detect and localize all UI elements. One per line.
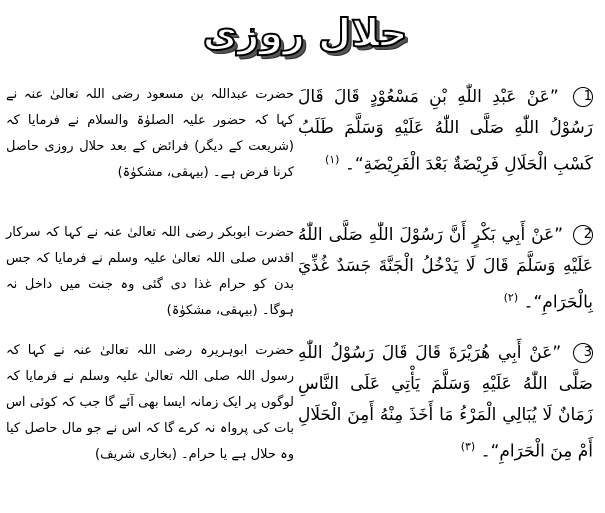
hadith-1-arabic	[298, 82, 593, 181]
hadith-3-urdu	[6, 338, 294, 468]
hadith-3-arabic-text: ”عَنْ أَبِي هُرَيْرَةَ قَالَ قَالَ رَسُوْلُ اللّٰهِ صَلَّى اللّٰهُ عَلَيْهِ وَسَلَّمَ يَأْتِي عَلَى النَّاسِ زَمَانٌ لَا يُبَالِي الْمَرْءُ مَا أَخَذَ مِنْهُ أَمِنَ الْحَلَالِ أَمْ مِنَ الْحَرَامِ“۔	[298, 343, 593, 462]
hadith-3-source: (بخاری شریف)	[95, 447, 177, 462]
hadith-1	[0, 82, 605, 202]
hadith-2-number: 2	[573, 225, 593, 245]
hadith-3-number: 3	[573, 343, 593, 363]
hadith-3-ref: (۳)	[460, 440, 476, 453]
hadith-1-arabic-text: ”عَنْ عَبْدِ اللّٰهِ بْنِ مَسْعُوْدٍ قَالَ قَالَ رَسُوْلُ اللّٰهِ صَلَّى اللّٰهُ عَلَيْهِ وَسَلَّمَ طَلَبُ كَسْبِ الْحَلَالِ فَرِيْضَةٌ بَعْدَ الْفَرِيْضَةِ“۔	[298, 87, 593, 175]
hadith-2	[0, 220, 605, 330]
hadith-2-arabic	[298, 220, 593, 319]
hadith-3-urdu-text: حضرت ابوہریرہ رضی اللہ تعالیٰ عنہ نے کہا کہ رسول اللہ صلی اللہ تعالیٰ علیہ وسلم نے فرمایا کہ لوگوں پر ایک زمانہ ایسا بھی آئے گا جب کہ کوئی اس بات کی پرواہ نہ کرے گا کہ اس نے جو مال حاصل کیا وہ حلال ہے یا حرام۔	[6, 343, 294, 462]
hadith-1-source: (بیہقی، مشکوٰۃ)	[117, 165, 209, 180]
hadith-3-arabic	[298, 338, 593, 468]
hadith-1-urdu-text: حضرت عبداللہ بن مسعود رضی اللہ تعالیٰ عنہ نے کہا کہ حضور علیہ الصلوٰۃ والسلام نے فرمایا کہ (شریعت کے دیگر) فرائض کے بعد حلال روزی حاصل کرنا فرض ہے۔	[6, 87, 294, 180]
hadith-1-urdu	[6, 82, 294, 186]
hadith-2-source: (بیہقی، مشکوٰۃ)	[166, 303, 258, 318]
hadith-2-urdu-text: حضرت ابوبکر رضی اللہ تعالیٰ عنہ نے کہا کہ سرکار اقدس صلی اللہ تعالیٰ علیہ وسلم نے فرمایا کہ جس بدن کو حرام غذا دی گئی وہ جنت میں داخل نہ ہوگا۔	[6, 225, 294, 318]
hadith-1-number: 1	[573, 87, 593, 107]
hadith-2-arabic-text: ”عَنْ أَبِي بَكْرٍ أَنَّ رَسُوْلَ اللّٰهِ صَلَّى اللّٰهُ عَلَيْهِ وَسَلَّمَ قَالَ لَا يَدْخُلُ الْجَنَّةَ جَسَدٌ غُذِّيَ بِالْحَرَامِ“۔	[298, 225, 593, 313]
page-title: حلال روزی	[202, 11, 408, 55]
hadith-3	[0, 338, 605, 513]
hadith-2-urdu	[6, 220, 294, 324]
hadith-2-ref: (۲)	[503, 291, 519, 304]
hadith-1-ref: (۱)	[324, 153, 340, 166]
